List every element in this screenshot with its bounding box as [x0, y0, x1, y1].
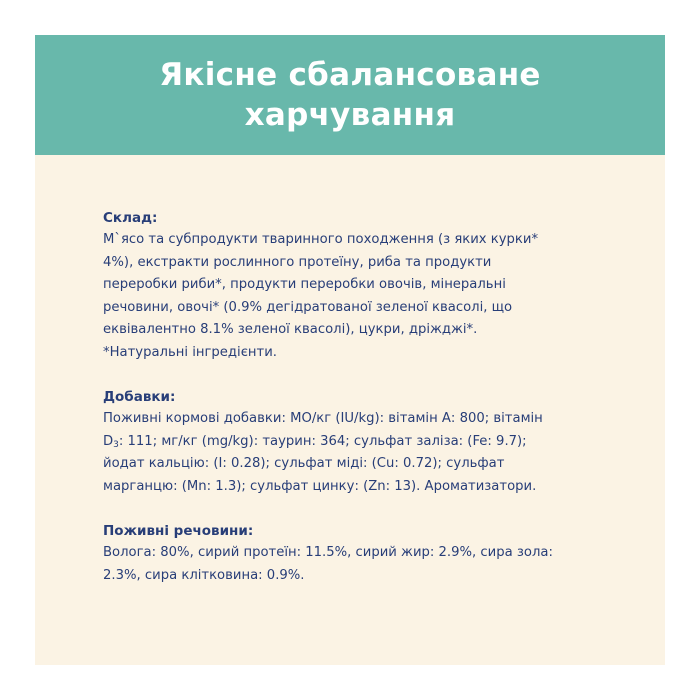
text-line: йодат кальцію: (I: 0.28); сульфат міді: (Cu: 0.72); сульфат [103, 456, 505, 471]
vitamin-d-label: D [103, 433, 114, 449]
section-additives [103, 386, 603, 498]
section-nutrients [103, 520, 603, 587]
text-line: речовини, овочі* (0.9% дегідратованої зеленої квасолі, що [103, 299, 513, 315]
text-line: 2.3%, сира клітковина: 0.9%. [103, 567, 305, 583]
page-title-line-2: харчування [244, 97, 456, 133]
text-line: Поживні кормові добавки: МО/кг (IU/kg): вітамін А: 800; вітамін [103, 411, 543, 426]
section-body-nutrients [103, 542, 603, 587]
section-heading-additives: Добавки: [103, 389, 176, 405]
section-body-composition [103, 229, 603, 364]
text-fragment: : 111; мг/кг (mg/kg): таурин: 364; сульфат заліза: (Fe: 9.7); [118, 433, 527, 449]
header-banner [35, 35, 665, 155]
info-card [35, 35, 665, 665]
section-heading-composition: Склад: [103, 210, 158, 226]
text-line: переробки риби*, продукти переробки овочів, мінеральні [103, 277, 506, 292]
text-line: М`ясо та субпродукти тваринного походження (з яких курки* [103, 232, 539, 247]
section-composition [103, 207, 603, 364]
text-line [103, 431, 603, 454]
page-title-line-1: Якісне сбалансоване [159, 57, 541, 93]
text-line: 4%), екстракти рослинного протеїну, риба та продукти [103, 254, 492, 270]
section-heading-nutrients: Поживні речовини: [103, 523, 254, 539]
text-line: Волога: 80%, сирий протеїн: 11.5%, сирий жир: 2.9%, сира зола: [103, 545, 553, 560]
section-body-additives [103, 408, 603, 498]
subscript-3: 3 [113, 439, 119, 450]
content-area [103, 207, 603, 609]
text-line: еквівалентно 8.1% зеленої квасолі), цукри, дріжджі*. [103, 322, 478, 337]
text-line: марганцю: (Mn: 1.3); сульфат цинку: (Zn: 13). Ароматизатори. [103, 478, 537, 494]
text-line: *Натуральні інгредієнти. [103, 344, 277, 360]
